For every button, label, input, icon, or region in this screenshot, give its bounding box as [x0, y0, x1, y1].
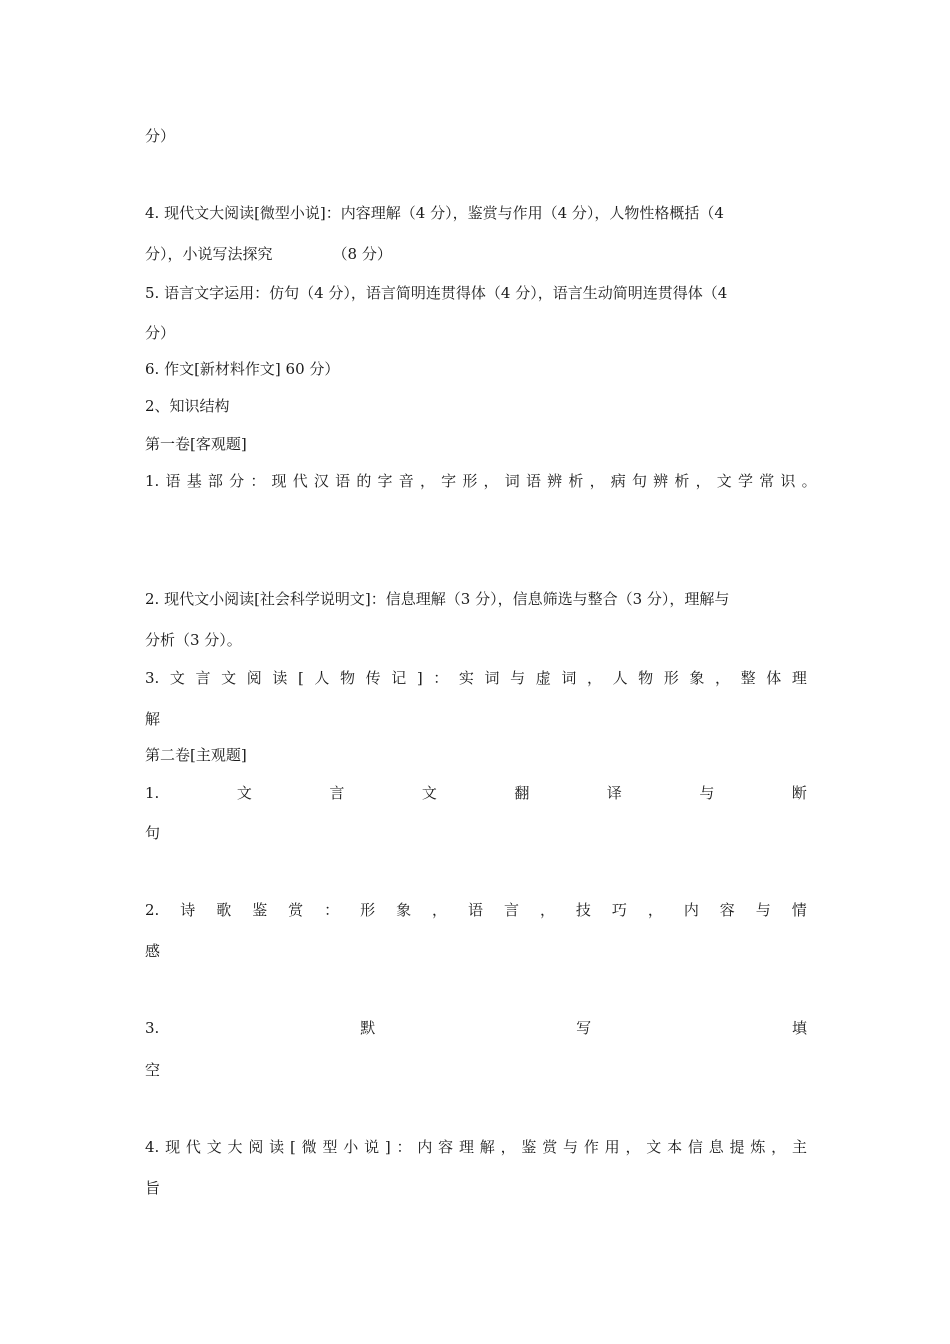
- text-char: 识: [780, 472, 796, 490]
- justified-line: [145, 1137, 807, 1157]
- text-char: 鉴: [521, 1138, 537, 1156]
- text-segment: （8 分）: [332, 245, 392, 263]
- text-char: 虚: [535, 669, 551, 687]
- text-char: 。: [801, 472, 817, 490]
- text-char: 3.: [145, 1019, 160, 1037]
- text-char: 句: [631, 472, 647, 490]
- text-char: 巧: [611, 901, 627, 919]
- text-char: 汉: [313, 472, 329, 490]
- text-char: [: [289, 1138, 296, 1156]
- text-char: 与: [699, 784, 715, 802]
- text-char: 语: [335, 472, 351, 490]
- text-char: 技: [575, 901, 591, 919]
- text-char: ]: [384, 1138, 391, 1156]
- justified-line: [145, 471, 817, 491]
- text-char: [: [297, 669, 304, 687]
- text-char: 默: [360, 1019, 376, 1037]
- text-char: ，: [419, 472, 435, 490]
- text-char: 文: [716, 472, 732, 490]
- text-char: 内: [683, 901, 699, 919]
- text-char: 文: [646, 1138, 662, 1156]
- text-line: 分）: [145, 324, 176, 342]
- text-char: ，: [432, 901, 448, 919]
- text-char: 字: [441, 472, 457, 490]
- text-char: 音: [398, 472, 414, 490]
- text-char: ：: [396, 1138, 412, 1156]
- text-char: 整: [740, 669, 756, 687]
- text-char: 用: [604, 1138, 620, 1156]
- text-char: 基: [186, 472, 202, 490]
- text-char: 象: [396, 901, 412, 919]
- text-char: 阅: [248, 1138, 264, 1156]
- text-char: 物: [340, 669, 356, 687]
- text-char: 文: [236, 784, 252, 802]
- text-char: ，: [586, 669, 602, 687]
- text-char: 息: [708, 1138, 724, 1156]
- text-char: 歌: [216, 901, 232, 919]
- text-char: 词: [484, 669, 500, 687]
- text-char: 语: [165, 472, 181, 490]
- text-char: 象: [689, 669, 705, 687]
- text-char: 现: [271, 472, 287, 490]
- text-char: 4.: [145, 1138, 160, 1156]
- text-char: 说: [364, 1138, 380, 1156]
- text-char: 容: [719, 901, 735, 919]
- text-line: 句: [145, 824, 161, 842]
- text-char: ：: [324, 901, 340, 919]
- text-char: ，: [483, 472, 499, 490]
- text-char: 词: [504, 472, 520, 490]
- text-char: 言: [329, 784, 345, 802]
- text-char: 现: [165, 1138, 181, 1156]
- text-char: 主: [791, 1138, 807, 1156]
- text-char: ：: [433, 669, 449, 687]
- text-char: 文: [206, 1138, 222, 1156]
- text-char: 与: [563, 1138, 579, 1156]
- text-line: 分析（3 分）。: [145, 631, 242, 649]
- text-line: 解: [145, 710, 161, 728]
- text-char: 赏: [288, 901, 304, 919]
- text-char: 断: [791, 784, 807, 802]
- text-char: 1.: [145, 784, 160, 802]
- text-line: [145, 244, 392, 264]
- text-char: 读: [269, 1138, 285, 1156]
- text-char: 学: [737, 472, 753, 490]
- text-char: ]: [416, 669, 423, 687]
- text-char: 本: [667, 1138, 683, 1156]
- text-char: 言: [195, 669, 211, 687]
- text-line: 6. 作文[新材料作文] 60 分）: [145, 360, 340, 378]
- text-char: 小: [343, 1138, 359, 1156]
- text-char: ，: [625, 1138, 641, 1156]
- justified-line: [145, 783, 807, 803]
- text-char: 诗: [180, 901, 196, 919]
- justified-line: [145, 1018, 807, 1038]
- text-char: 3.: [145, 669, 160, 687]
- text-char: 病: [610, 472, 626, 490]
- text-char: 鉴: [252, 901, 268, 919]
- text-char: 信: [687, 1138, 703, 1156]
- text-char: 赏: [542, 1138, 558, 1156]
- text-char: 读: [272, 669, 288, 687]
- text-char: ，: [647, 901, 663, 919]
- text-char: 语: [525, 472, 541, 490]
- text-char: 部: [207, 472, 223, 490]
- text-char: 传: [365, 669, 381, 687]
- justified-line: [145, 900, 807, 920]
- text-char: 实: [458, 669, 474, 687]
- text-char: 作: [583, 1138, 599, 1156]
- section-heading: 2、知识结构: [145, 397, 230, 415]
- text-char: 析: [674, 472, 690, 490]
- text-char: 常: [759, 472, 775, 490]
- text-char: 与: [755, 901, 771, 919]
- text-line: 空: [145, 1061, 161, 1079]
- text-char: 写: [576, 1019, 592, 1037]
- text-char: 填: [791, 1019, 807, 1037]
- text-char: 理: [791, 669, 807, 687]
- text-char: ：: [250, 472, 266, 490]
- text-char: ，: [539, 901, 555, 919]
- text-char: 微: [301, 1138, 317, 1156]
- text-char: 型: [322, 1138, 338, 1156]
- text-char: 语: [468, 901, 484, 919]
- text-char: 人: [612, 669, 628, 687]
- text-char: 记: [391, 669, 407, 687]
- text-char: 炼: [750, 1138, 766, 1156]
- text-line: 分）: [145, 127, 176, 145]
- text-char: ，: [695, 472, 711, 490]
- text-char: 大: [227, 1138, 243, 1156]
- text-line: 旨: [145, 1179, 161, 1197]
- text-line: 5. 语言文字运用：仿句（4 分），语言简明连贯得体（4 分），语言生动简明连贯得体（4: [145, 284, 728, 302]
- text-char: 提: [729, 1138, 745, 1156]
- text-char: 阅: [246, 669, 262, 687]
- text-char: 形: [462, 472, 478, 490]
- text-char: 分: [229, 472, 245, 490]
- text-char: 人: [314, 669, 330, 687]
- text-char: 的: [356, 472, 372, 490]
- text-char: 辨: [547, 472, 563, 490]
- text-char: 1.: [145, 472, 160, 490]
- text-char: 译: [606, 784, 622, 802]
- text-char: 代: [292, 472, 308, 490]
- text-line: 2. 现代文小阅读[社会科学说明文]：信息理解（3 分），信息筛选与整合（3 分），理解与: [145, 590, 730, 608]
- text-char: 情: [791, 901, 807, 919]
- text-char: 解: [479, 1138, 495, 1156]
- text-char: 文: [169, 669, 185, 687]
- text-char: 辨: [653, 472, 669, 490]
- text-line: 4. 现代文大阅读[微型小说]：内容理解（4 分），鉴赏与作用（4 分），人物性格概括（4: [145, 204, 724, 222]
- text-segment: 分），小说写法探究: [145, 245, 273, 263]
- text-char: 形: [663, 669, 679, 687]
- text-char: 代: [185, 1138, 201, 1156]
- text-char: ，: [500, 1138, 516, 1156]
- text-char: ，: [771, 1138, 787, 1156]
- section-heading: 第二卷[主观题]: [145, 746, 247, 764]
- text-char: 2.: [145, 901, 160, 919]
- text-char: 与: [510, 669, 526, 687]
- text-char: 文: [221, 669, 237, 687]
- justified-line: [145, 668, 807, 688]
- text-char: 体: [766, 669, 782, 687]
- text-char: 理: [458, 1138, 474, 1156]
- text-char: 言: [503, 901, 519, 919]
- text-char: 容: [438, 1138, 454, 1156]
- text-char: ，: [715, 669, 731, 687]
- text-char: 翻: [514, 784, 530, 802]
- text-char: 内: [417, 1138, 433, 1156]
- section-heading: 第一卷[客观题]: [145, 435, 247, 453]
- text-char: ，: [589, 472, 605, 490]
- text-char: 形: [360, 901, 376, 919]
- text-char: 物: [638, 669, 654, 687]
- text-char: 文: [421, 784, 437, 802]
- text-line: 感: [145, 942, 161, 960]
- text-char: 字: [377, 472, 393, 490]
- text-char: 词: [561, 669, 577, 687]
- text-char: 析: [568, 472, 584, 490]
